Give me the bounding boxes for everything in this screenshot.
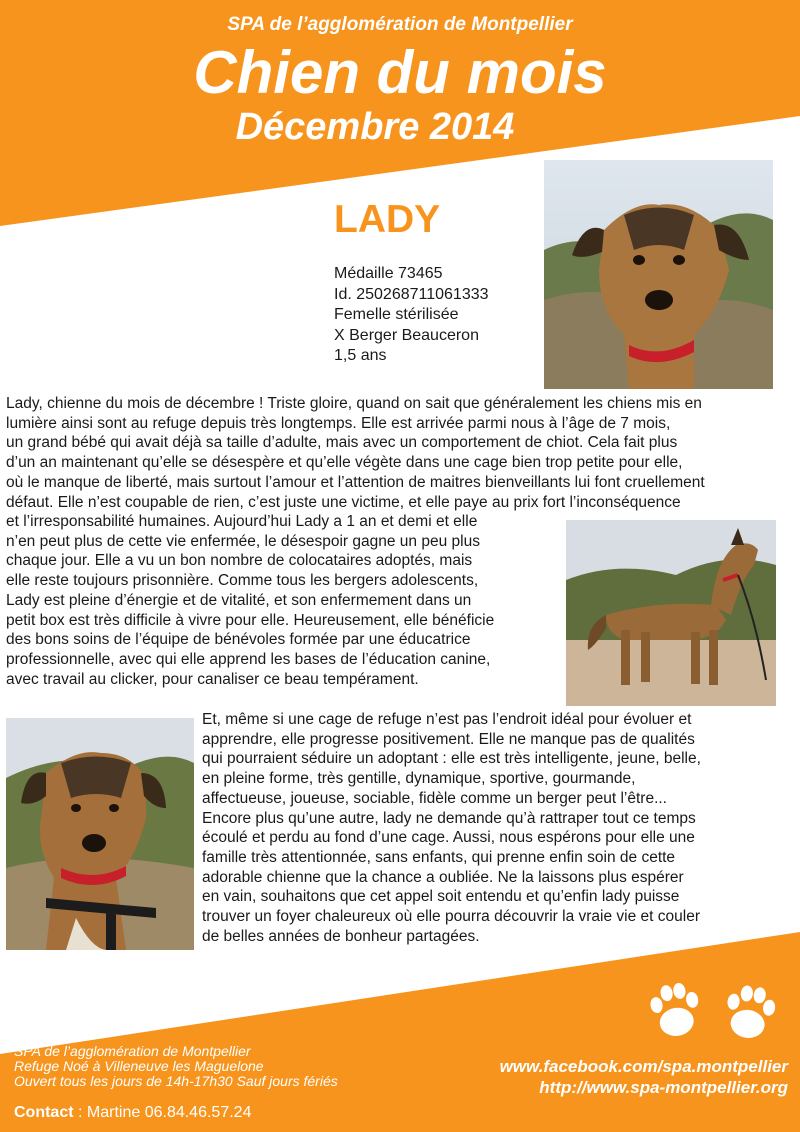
header-organization: SPA de l’agglomération de Montpellier xyxy=(227,14,573,35)
dog-name: LADY xyxy=(334,198,441,241)
paw-icons xyxy=(640,968,780,1048)
story-line: adorable chienne que la chance a oubliée. Ne la laissons plus espérer xyxy=(202,868,684,886)
story-line: d’un an maintenant qu’elle se désespère et qu’elle végète dans une cage bien trop petite pour elle, xyxy=(6,454,683,472)
story-line: et l’irresponsabilité humaines. Aujourd’hui Lady a 1 an et demi et elle xyxy=(6,513,478,530)
story-line: écoulé et perdu au fond d’une cage. Aussi, nous espérons pour elle une xyxy=(202,829,695,847)
story-line: avec travail au clicker, pour canaliser ce beau tempérament. xyxy=(6,670,419,688)
info-sex: Femelle stérilisée xyxy=(334,306,459,323)
footer-links xyxy=(500,1056,788,1098)
info-id: Id. 250268711061333 xyxy=(334,285,489,303)
paw-icon xyxy=(723,983,778,1041)
footer-hours: Ouvert tous les jours de 14h-17h30 Sauf jours fériés xyxy=(14,1073,338,1089)
story-line: affectueuse, joueuse, sociable, fidèle comme un berger peut l’être... xyxy=(202,789,667,807)
info-medal: Médaille 73465 xyxy=(334,265,443,282)
story-line: famille très attentionnée, sans enfants, qui prenne enfin soin de cette xyxy=(202,848,676,866)
story-line: chaque jour. Elle a vu un bon nombre de colocataires adoptés, mais xyxy=(6,552,473,570)
info-breed: X Berger Beauceron xyxy=(334,326,479,344)
website-link[interactable]: http://www.spa-montpellier.org xyxy=(539,1078,788,1097)
story-line: un grand bébé qui avait déjà sa taille d’adulte, mais avec un comportement de chiot. Cela fait plus xyxy=(6,434,678,452)
contact-value: : Martine 06.84.46.57.24 xyxy=(73,1104,252,1121)
dog-photo-standing xyxy=(566,520,776,706)
facebook-link[interactable]: www.facebook.com/spa.montpellier xyxy=(499,1057,788,1076)
story-line: professionnelle, avec qui elle apprend les bases de l’éducation canine, xyxy=(6,650,491,668)
footer-contact xyxy=(14,1104,251,1122)
footer-address: Refuge Noé à Villeneuve les Maguelone xyxy=(14,1058,264,1074)
story-line: n’en peut plus de cette vie enfermée, le désespoir gagne un peu plus xyxy=(6,532,480,550)
story-line: en vain, souhaitons que cet appel soit entendu et qu’enfin lady puisse xyxy=(202,888,680,906)
story-line: petit box est très difficile à vivre pour elle. Heureusement, elle bénéficie xyxy=(6,611,495,629)
story-line: Lady est pleine d’énergie et de vitalité, et son enfermement dans un xyxy=(6,591,472,609)
paw-icon xyxy=(647,980,703,1040)
story-line: Lady, chienne du mois de décembre ! Triste gloire, quand on sait que généralement les chiens mis en xyxy=(6,395,702,412)
dog-photo-harness xyxy=(6,718,194,950)
dog-info xyxy=(334,264,489,367)
dog-photo-portrait xyxy=(544,160,773,389)
contact-label: Contact xyxy=(14,1104,74,1121)
story-line: qui pourraient séduire un adoptant : elle est très intelligente, jeune, belle, xyxy=(202,750,701,768)
story-paragraph-1 xyxy=(6,394,705,512)
story-line: où le manque de liberté, mais surtout l’amour et l’attention de maitres bienveillants lui font cruellement xyxy=(6,473,705,491)
story-line: défaut. Elle n’est coupable de rien, c’est juste une victime, et elle paye au prix fort l’inconséquence xyxy=(6,493,681,511)
story-line: Encore plus qu’une autre, lady ne demande qu’à rattraper tout ce temps xyxy=(202,809,696,827)
story-paragraph-2 xyxy=(6,512,494,689)
story-line: lumière ainsi sont au refuge depuis très longtemps. Elle est arrivée parmi nous à l’âge de 7 mois, xyxy=(6,414,671,432)
story-line: apprendre, elle progresse positivement. Elle ne manque pas de qualités xyxy=(202,730,695,748)
page-title: Chien du mois xyxy=(193,39,607,106)
info-age: 1,5 ans xyxy=(334,347,387,364)
story-line: Et, même si une cage de refuge n’est pas l’endroit idéal pour évoluer et xyxy=(202,711,692,728)
story-line: elle reste toujours prisonnière. Comme tous les bergers adolescents, xyxy=(6,572,479,590)
story-paragraph-3 xyxy=(202,710,701,946)
story-line: en pleine forme, très gentille, dynamique, sportive, gourmande, xyxy=(202,770,636,788)
footer-info xyxy=(14,1044,338,1089)
footer-organization: SPA de l’agglomération de Montpellier xyxy=(14,1043,251,1059)
story-line: des bons soins de l’équipe de bénévoles formée par une éducatrice xyxy=(6,631,471,649)
page-subtitle: Décembre 2014 xyxy=(235,106,515,148)
story-line: de belles années de bonheur partagées. xyxy=(202,927,480,945)
story-line: trouver un foyer chaleureux où elle pourra découvrir la vraie vie et couler xyxy=(202,908,700,926)
